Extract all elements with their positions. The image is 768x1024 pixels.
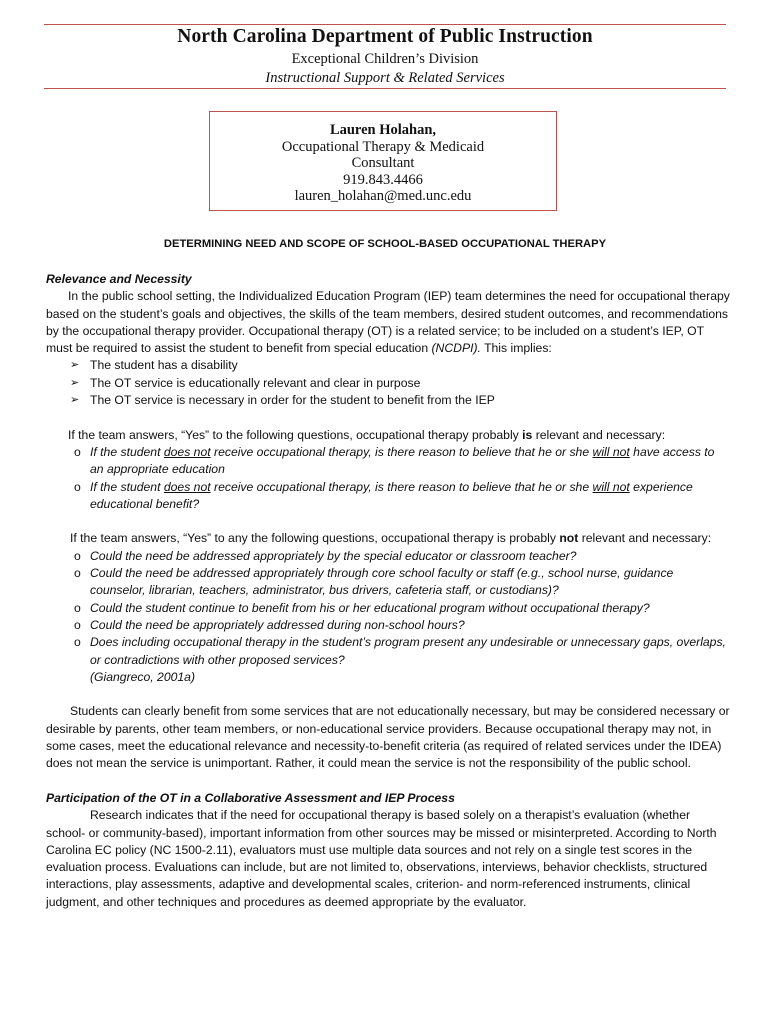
not-relevant-questions bbox=[46, 548, 730, 669]
lead-text: If the team answers, “Yes” to any the following questions, occupational therapy is probably bbox=[70, 531, 560, 546]
circle-bullet-icon: o bbox=[74, 566, 81, 581]
q-underline: will not bbox=[592, 479, 630, 494]
section-name: Instructional Support & Related Services bbox=[265, 70, 505, 86]
yes-is-relevant-lead bbox=[46, 427, 730, 444]
q-underline: does not bbox=[163, 479, 211, 494]
closing-paragraph: Students can clearly benefit from some services that are not educationally necessary, but may be considered necessary or desirable by parents, other team members, or non-educational service providers. Because occupational therapy may not, in some cases, meet the educational relevance and necessity-to-benefit criteria (as required of related services under the IDEA) does not mean the service is unimportant. Rather, it could mean the service is not the responsibility of the public school. bbox=[46, 704, 730, 771]
circle-bullet-icon: o bbox=[74, 444, 81, 459]
contact-title-line1: Occupational Therapy & Medicaid bbox=[281, 138, 485, 155]
contact-name: Lauren Holahan, bbox=[329, 122, 437, 138]
q-text: experience educational benefit? bbox=[90, 479, 693, 511]
list-item-text: The OT service is necessary in order for the student to benefit from the IEP bbox=[90, 393, 495, 408]
relevance-intro bbox=[46, 288, 730, 357]
circle-bullet-icon: o bbox=[74, 548, 81, 563]
contact-email[interactable]: lauren_holahan@med.unc.edu bbox=[294, 188, 472, 205]
lead-bold: not bbox=[559, 531, 579, 546]
list-item-text: The OT service is educationally relevant and clear in purpose bbox=[90, 375, 421, 390]
contact-phone: 919.843.4466 bbox=[343, 171, 423, 188]
list-item bbox=[74, 600, 730, 617]
list-item bbox=[74, 617, 730, 634]
lead-tail: relevant and necessary: bbox=[532, 427, 666, 442]
list-item bbox=[70, 392, 730, 409]
circle-bullet-icon: o bbox=[74, 600, 81, 615]
relevance-section bbox=[46, 271, 730, 911]
intro-text: In the public school setting, the Individualized Education Program (IEP) team determines the need for occupational therapy based on the student’s goals and objectives, the skills of the team members, desired student outcomes, and recommendations by the occupational therapy provider. Occupational therapy (OT) is a related service; to be included on a student’s IEP, OT must be required to assist the student to benefit from special education bbox=[46, 289, 730, 356]
arrow-bullet-icon: ➢ bbox=[70, 376, 80, 389]
circle-bullet-icon: o bbox=[74, 617, 81, 632]
division-name: Exceptional Children’s Division bbox=[291, 51, 479, 67]
q-text: Could the need be appropriately addressed during non-school hours? bbox=[90, 617, 465, 632]
list-item bbox=[74, 548, 730, 565]
q-text: Could the need be addressed appropriately by the special educator or classroom teacher? bbox=[90, 548, 577, 563]
list-item bbox=[74, 634, 730, 669]
contact-title-line2: Consultant bbox=[351, 155, 415, 172]
q-text: receive occupational therapy, is there reason to believe that he or she bbox=[210, 479, 593, 494]
top-rule bbox=[44, 24, 726, 25]
q-text: If the student bbox=[90, 479, 164, 494]
list-item bbox=[70, 375, 730, 392]
intro-citation: (NCDPI). bbox=[431, 341, 481, 356]
org-name: North Carolina Department of Public Instruction bbox=[177, 26, 593, 47]
q-text: have access to an appropriate education bbox=[90, 444, 715, 477]
q-text: Does including occupational therapy in the student’s program present any undesirable or unnecessary gaps, overlaps, or contradictions with other proposed services? bbox=[90, 635, 726, 667]
intro-tail: This implies: bbox=[480, 341, 552, 356]
q-underline: does not bbox=[163, 444, 211, 459]
lead-tail: relevant and necessary: bbox=[578, 531, 712, 546]
circle-bullet-icon: o bbox=[74, 635, 81, 650]
lead-bold: is bbox=[522, 427, 533, 442]
header-bottom-rule bbox=[44, 88, 726, 89]
q-text: If the student bbox=[90, 444, 164, 459]
list-item bbox=[74, 444, 730, 479]
relevant-questions bbox=[46, 444, 730, 513]
contact-box bbox=[209, 111, 557, 211]
list-item bbox=[74, 479, 730, 514]
q-text: receive occupational therapy, is there reason to believe that he or she bbox=[210, 444, 593, 459]
lead-text: If the team answers, “Yes” to the following questions, occupational therapy probably bbox=[68, 427, 523, 442]
list-item bbox=[70, 357, 730, 374]
citation: (Giangreco, 2001a) bbox=[90, 669, 196, 684]
yes-not-relevant-lead bbox=[46, 530, 730, 547]
relevance-heading: Relevance and Necessity bbox=[46, 272, 192, 286]
list-item bbox=[74, 565, 730, 600]
list-item-text: The student has a disability bbox=[90, 358, 238, 373]
arrow-bullet-icon: ➢ bbox=[70, 359, 80, 372]
document-title: DETERMINING NEED AND SCOPE OF SCHOOL-BASED OCCUPATIONAL THERAPY bbox=[163, 238, 607, 250]
q-text: Could the student continue to benefit from his or her educational program without occupational therapy? bbox=[90, 600, 650, 615]
q-underline: will not bbox=[592, 444, 630, 459]
implies-list bbox=[46, 357, 730, 409]
circle-bullet-icon: o bbox=[74, 479, 81, 494]
participation-paragraph: Research indicates that if the need for occupational therapy is based solely on a therapist’s evaluation (whether school- or community-based), important information from other sources may be missed or misinterpreted. According to North Carolina EC policy (NC 1500-2.11), evaluators must use multiple data sources and not rely on a single test scores in the evaluation process. Evaluations can include, but are not limited to, observations, interviews, behavior checklists, structured interactions, play assessments, adaptive and developmental scales, criterion- and norm-referenced instruments, clinical judgment, and other techniques and procedures as deemed appropriate by the evaluator. bbox=[46, 808, 717, 909]
arrow-bullet-icon: ➢ bbox=[70, 394, 80, 407]
participation-heading: Participation of the OT in a Collaborative Assessment and IEP Process bbox=[46, 790, 455, 805]
q-text: Could the need be addressed appropriately through core school faculty or staff (e.g., school nurse, guidance counselor, librarian, teachers, administrator, bus drivers, cafeteria staff, or custodians)? bbox=[90, 566, 674, 598]
